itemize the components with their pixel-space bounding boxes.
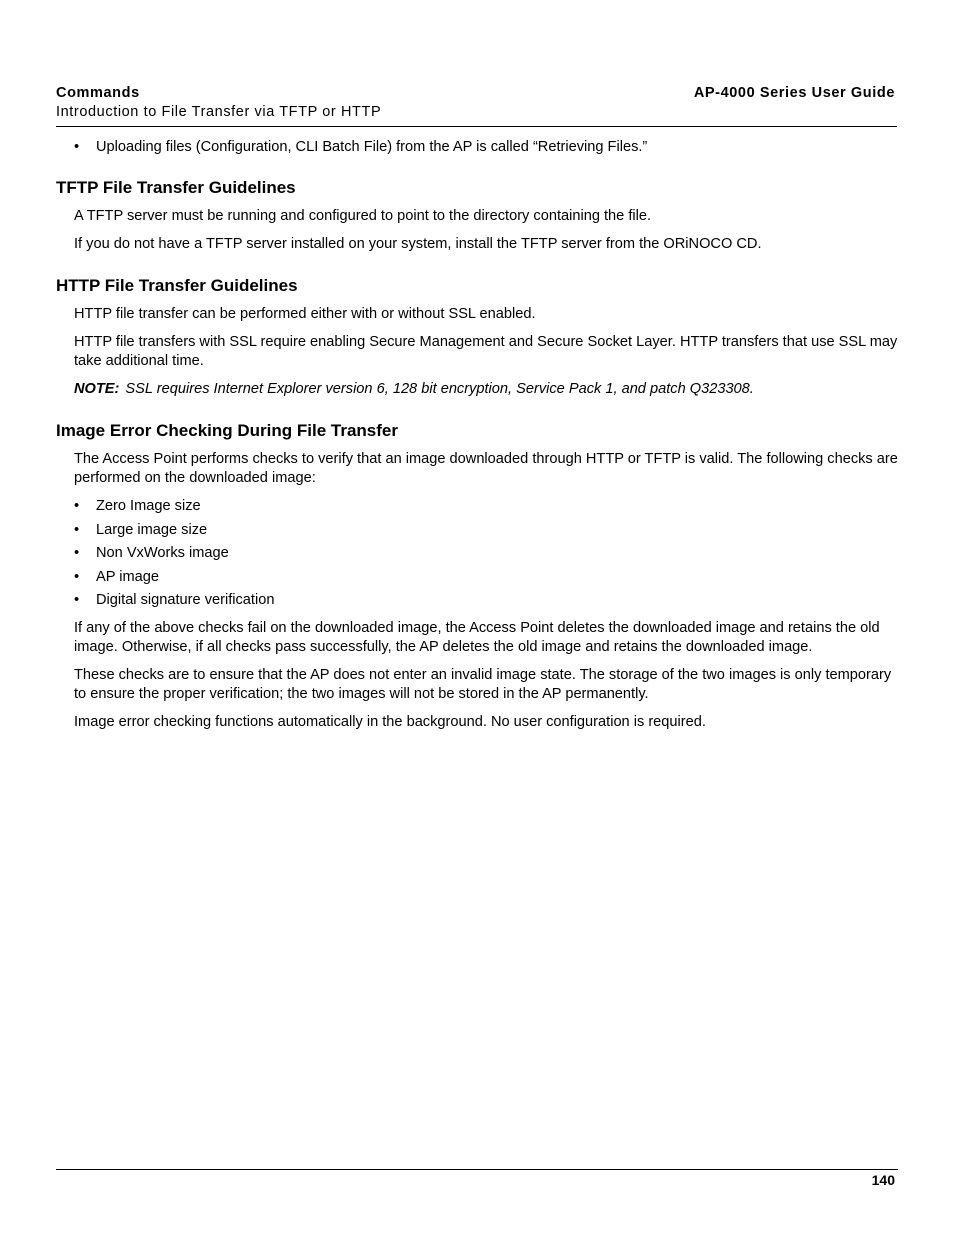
list-item	[56, 591, 901, 610]
image-check-list	[56, 497, 901, 610]
page-number: 140	[871, 1172, 895, 1188]
http-heading: HTTP File Transfer Guidelines	[56, 276, 298, 295]
image-check-paragraph-3: These checks are to ensure that the AP does not enter an invalid image state. The storage of the two images is only temporary to ensure the proper verification; the two images will not be stored in the AP permanently.	[74, 667, 892, 702]
bullet-icon: •	[74, 592, 80, 608]
header-subsection-title: Introduction to File Transfer via TFTP or HTTP	[56, 104, 382, 120]
http-paragraph-1: HTTP file transfer can be performed either with or without SSL enabled.	[74, 306, 536, 322]
list-item-text: Digital signature verification	[96, 592, 275, 608]
image-check-paragraph-2: If any of the above checks fail on the downloaded image, the Access Point deletes the downloaded image and retains the old image. Otherwise, if all checks pass successfully, the AP deletes the old image and retains the downloaded image.	[74, 620, 880, 655]
header-divider	[56, 126, 897, 127]
bullet-icon: •	[74, 139, 80, 155]
footer-divider	[56, 1169, 898, 1170]
bullet-icon: •	[74, 498, 80, 514]
http-paragraph-2: HTTP file transfers with SSL require enabling Secure Management and Secure Socket Layer. HTTP transfers that use SSL may take additional time.	[74, 334, 898, 369]
bullet-icon: •	[74, 521, 80, 538]
list-item	[56, 497, 901, 521]
header-guide-title: AP-4000 Series User Guide	[693, 85, 895, 101]
list-item-text: Non VxWorks image	[96, 545, 229, 561]
list-item	[56, 521, 901, 545]
list-item-text: AP image	[96, 568, 160, 585]
header-section-title: Commands	[56, 85, 140, 101]
list-item-text: Large image size	[96, 521, 208, 538]
intro-bullet-text: Uploading files (Configuration, CLI Batch File) from the AP is called “Retrieving Files.”	[96, 139, 648, 155]
image-check-paragraph-1: The Access Point performs checks to verify that an image downloaded through HTTP or TFTP is valid. The following checks are performed on the downloaded image:	[74, 451, 898, 486]
note-label: NOTE:	[74, 381, 120, 397]
bullet-icon: •	[74, 545, 80, 561]
tftp-paragraph-2: If you do not have a TFTP server installed on your system, install the TFTP server from the ORiNOCO CD.	[74, 236, 762, 252]
intro-bullet-item	[56, 138, 901, 157]
image-check-paragraph-4: Image error checking functions automatically in the background. No user configuration is required.	[74, 714, 706, 730]
tftp-paragraph-1: A TFTP server must be running and configured to point to the directory containing the file.	[74, 208, 652, 224]
page-body	[56, 138, 901, 732]
ssl-note	[56, 380, 901, 399]
image-check-heading: Image Error Checking During File Transfer	[56, 421, 398, 440]
list-item	[56, 544, 901, 568]
list-item	[56, 568, 901, 592]
note-text: SSL requires Internet Explorer version 6, 128 bit encryption, Service Pack 1, and patch Q323308.	[125, 381, 754, 397]
bullet-icon: •	[74, 568, 80, 585]
list-item-text: Zero Image size	[96, 498, 201, 514]
tftp-heading: TFTP File Transfer Guidelines	[56, 178, 296, 197]
